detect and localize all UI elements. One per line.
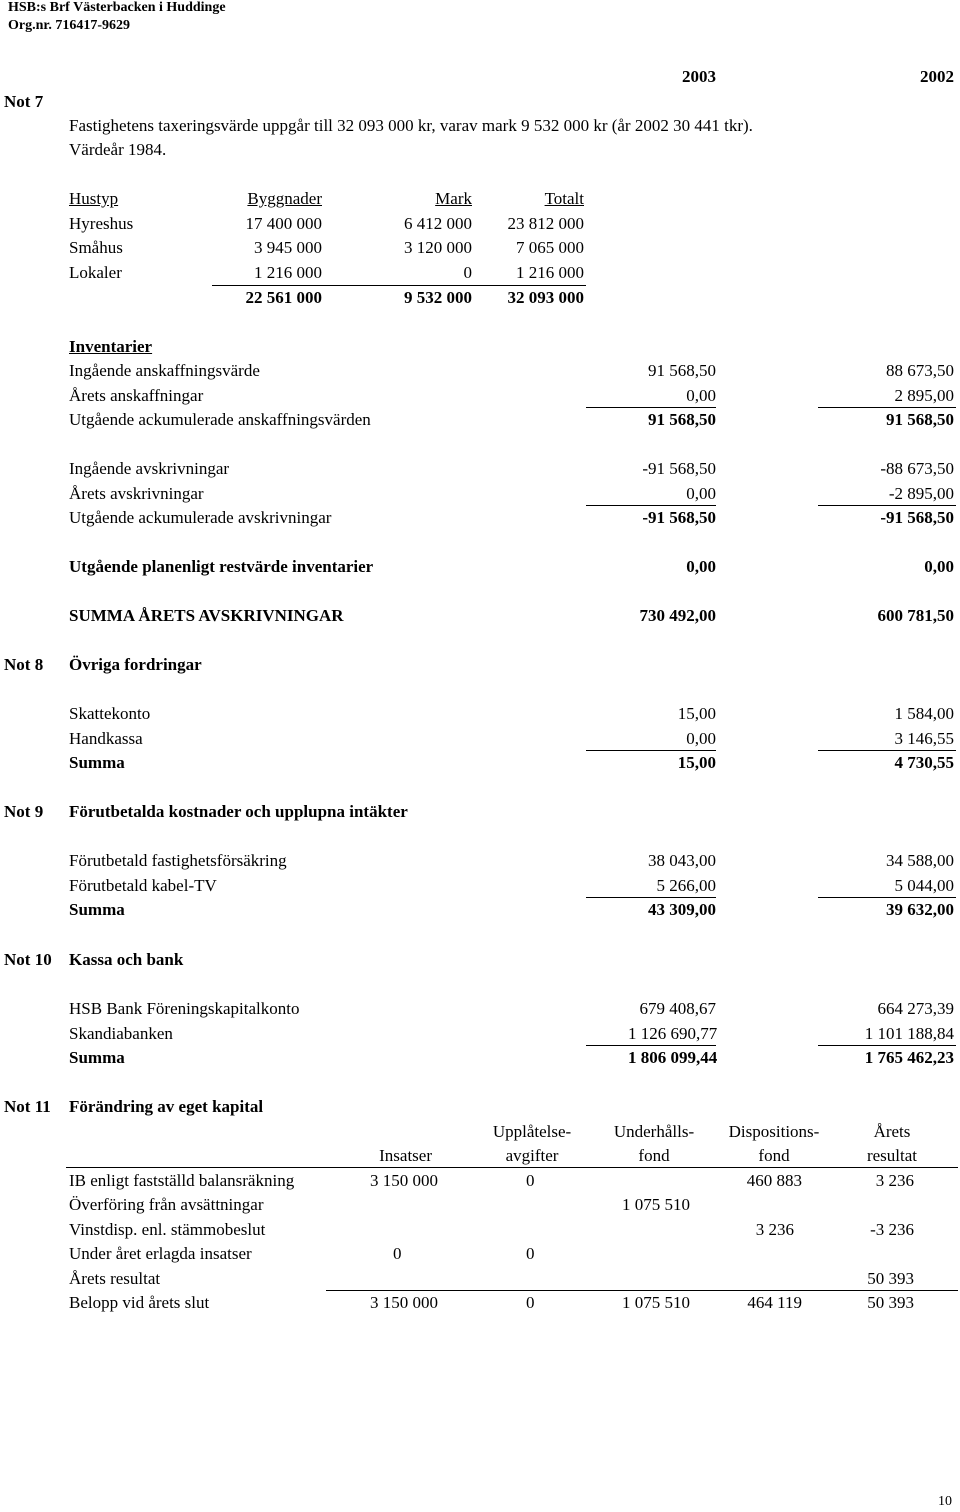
equity-header-rule	[66, 1167, 958, 1168]
inventarier-value-2002: -2 895,00	[888, 484, 954, 503]
note-9-value-2003: 38 043,00	[648, 851, 716, 870]
equity-cell-underhallsfond: 1 075 510	[622, 1195, 690, 1214]
note-8-row-label: Handkassa	[69, 729, 143, 748]
note-11-label: Not 11	[4, 1097, 51, 1116]
inventarier-value-2003: 0,00	[686, 484, 716, 503]
equity-col-header: Upplåtelse-	[492, 1122, 572, 1141]
tax-total: 32 093 000	[507, 288, 584, 307]
equity-row-label: Vinstdisp. enl. stämmobeslut	[69, 1220, 266, 1239]
inventarier-value-2002: -88 673,50	[880, 459, 954, 478]
note-10-title: Kassa och bank	[69, 950, 184, 969]
year-previous: 2002	[920, 67, 954, 86]
equity-row-label: Årets resultat	[69, 1269, 161, 1288]
equity-cell-upplatelseavgifter: 0	[526, 1293, 535, 1312]
inventarier-row-label: Ingående anskaffningsvärde	[69, 361, 260, 380]
note-8-label: Not 8	[4, 655, 44, 674]
inventarier-row-label: Årets anskaffningar	[69, 386, 204, 405]
note-8-value-2002: 4 730,55	[894, 753, 954, 772]
note-9-value-2002: 34 588,00	[886, 851, 954, 870]
tax-total: 9 532 000	[404, 288, 472, 307]
equity-cell-underhallsfond: 1 075 510	[622, 1293, 690, 1312]
inventarier-value-2003: 91 568,50	[648, 361, 716, 380]
equity-cell-insatser: 0	[393, 1244, 402, 1263]
inventarier-value-2002: -91 568,50	[880, 508, 954, 527]
tax-cell: 0	[463, 263, 472, 282]
tax-row-label: Småhus	[69, 238, 123, 257]
inventarier-value-2003: 91 568,50	[648, 410, 716, 429]
equity-cell-dispositionsfond: 464 119	[747, 1293, 802, 1312]
inventarier-row-label: Utgående planenligt restvärde inventarier	[69, 557, 374, 576]
note-10-value-2002: 1 765 462,23	[864, 1048, 954, 1067]
note-10-value-2002: 664 273,39	[877, 999, 954, 1018]
equity-row-label: IB enligt fastställd balansräkning	[69, 1171, 295, 1190]
note-7-label: Not 7	[4, 92, 44, 111]
tax-row-label: Lokaler	[69, 263, 122, 282]
equity-row-label: Överföring från avsättningar	[69, 1195, 264, 1214]
equity-cell-dispositionsfond: 3 236	[755, 1220, 794, 1239]
note-10-row-label: Summa	[69, 1048, 125, 1067]
sum-rule	[586, 1045, 716, 1046]
inventarier-value-2002: 0,00	[924, 557, 954, 576]
tax-cell: 1 216 000	[254, 263, 322, 282]
note-10-value-2003: 679 408,67	[639, 999, 716, 1018]
org-name: HSB:s Brf Västerbacken i Huddinge	[8, 0, 226, 15]
inventarier-title: Inventarier	[69, 337, 153, 356]
tax-col-header: Hustyp	[69, 189, 119, 208]
note-8-row-label: Skattekonto	[69, 704, 151, 723]
equity-cell-upplatelseavgifter: 0	[526, 1244, 535, 1263]
equity-col-header: Dispositions-	[728, 1122, 820, 1141]
inventarier-row-label: Utgående ackumulerade anskaffningsvärden	[69, 410, 371, 429]
sum-rule	[818, 505, 956, 506]
equity-col-header: Årets	[873, 1122, 911, 1141]
tax-col-header: Mark	[435, 189, 472, 208]
tax-cell: 3 945 000	[254, 238, 322, 257]
note-8-title: Övriga fordringar	[69, 655, 202, 674]
tax-cell: 17 400 000	[245, 214, 322, 233]
inventarier-value-2002: 91 568,50	[886, 410, 954, 429]
tax-cell: 1 216 000	[516, 263, 584, 282]
equity-cell-insatser: 3 150 000	[370, 1171, 438, 1190]
tax-total: 22 561 000	[245, 288, 322, 307]
tax-total-rule	[212, 285, 586, 286]
note-7-text-line1: Fastighetens taxeringsvärde uppgår till 32 093 000 kr, varav mark 9 532 000 kr (år 2002 30 441 tkr).	[69, 116, 753, 135]
inventarier-value-2002: 88 673,50	[886, 361, 954, 380]
sum-rule	[818, 1045, 956, 1046]
equity-cell-upplatelseavgifter: 0	[526, 1171, 535, 1190]
equity-col-header: fond	[638, 1146, 670, 1165]
year-current: 2003	[682, 67, 716, 86]
note-9-row-label: Summa	[69, 900, 125, 919]
note-10-value-2003: 1 806 099,44	[628, 1048, 718, 1067]
note-9-label: Not 9	[4, 802, 44, 821]
note-7-text-line2: Värdeår 1984.	[69, 140, 167, 159]
equity-cell-insatser: 3 150 000	[370, 1293, 438, 1312]
note-9-value-2002: 39 632,00	[886, 900, 954, 919]
inventarier-value-2003: 730 492,00	[639, 606, 716, 625]
note-9-row-label: Förutbetald fastighetsförsäkring	[69, 851, 287, 870]
inventarier-value-2003: -91 568,50	[642, 459, 716, 478]
note-10-row-label: Skandiabanken	[69, 1024, 173, 1043]
equity-cell-arets-resultat: 50 393	[867, 1269, 914, 1288]
inventarier-value-2002: 2 895,00	[894, 386, 954, 405]
equity-row-label: Under året erlagda insatser	[69, 1244, 252, 1263]
sum-rule	[586, 505, 716, 506]
note-11-title: Förändring av eget kapital	[69, 1097, 264, 1116]
tax-col-header: Totalt	[544, 189, 584, 208]
tax-col-header: Byggnader	[247, 189, 322, 208]
note-9-value-2003: 5 266,00	[656, 876, 716, 895]
inventarier-value-2003: 0,00	[686, 386, 716, 405]
note-8-value-2002: 1 584,00	[894, 704, 954, 723]
page-number: 10	[938, 1494, 952, 1509]
inventarier-value-2002: 600 781,50	[877, 606, 954, 625]
equity-cell-arets-resultat: -3 236	[870, 1220, 914, 1239]
equity-cell-arets-resultat: 3 236	[875, 1171, 914, 1190]
sum-rule	[586, 407, 716, 408]
tax-cell: 7 065 000	[516, 238, 584, 257]
sum-rule	[818, 407, 956, 408]
note-8-value-2003: 15,00	[677, 704, 716, 723]
equity-row-label: Belopp vid årets slut	[69, 1293, 210, 1312]
sum-rule	[818, 750, 956, 751]
equity-total-rule	[326, 1290, 958, 1291]
inventarier-row-label: Ingående avskrivningar	[69, 459, 230, 478]
equity-cell-arets-resultat: 50 393	[867, 1293, 914, 1312]
note-8-value-2003: 15,00	[677, 753, 716, 772]
tax-cell: 3 120 000	[404, 238, 472, 257]
inventarier-value-2003: 0,00	[686, 557, 716, 576]
note-9-value-2003: 43 309,00	[648, 900, 716, 919]
inventarier-row-label: Utgående ackumulerade avskrivningar	[69, 508, 332, 527]
sum-rule	[586, 750, 716, 751]
note-8-value-2003: 0,00	[686, 729, 716, 748]
org-number: Org.nr. 716417-9629	[8, 18, 130, 33]
note-8-row-label: Summa	[69, 753, 125, 772]
equity-col-header: fond	[758, 1146, 790, 1165]
note-10-value-2002: 1 101 188,84	[864, 1024, 954, 1043]
note-9-row-label: Förutbetald kabel-TV	[69, 876, 217, 895]
equity-col-header: Underhålls-	[613, 1122, 695, 1141]
sum-rule	[586, 897, 716, 898]
equity-col-header: resultat	[866, 1146, 918, 1165]
summa-arets-avskrivningar-label: SUMMA ÅRETS AVSKRIVNINGAR	[69, 606, 344, 625]
note-9-value-2002: 5 044,00	[894, 876, 954, 895]
tax-cell: 23 812 000	[507, 214, 584, 233]
note-9-title: Förutbetalda kostnader och upplupna intäkter	[69, 802, 408, 821]
tax-cell: 6 412 000	[404, 214, 472, 233]
note-10-label: Not 10	[4, 950, 52, 969]
inventarier-value-2003: -91 568,50	[642, 508, 716, 527]
equity-cell-dispositionsfond: 460 883	[746, 1171, 802, 1190]
inventarier-row-label: Årets avskrivningar	[69, 484, 204, 503]
note-8-value-2002: 3 146,55	[894, 729, 954, 748]
equity-col-header: Insatser	[379, 1146, 432, 1165]
note-10-row-label: HSB Bank Föreningskapitalkonto	[69, 999, 300, 1018]
tax-row-label: Hyreshus	[69, 214, 134, 233]
equity-col-header: avgifter	[505, 1146, 559, 1165]
note-10-value-2003: 1 126 690,77	[628, 1024, 718, 1043]
sum-rule	[818, 897, 956, 898]
